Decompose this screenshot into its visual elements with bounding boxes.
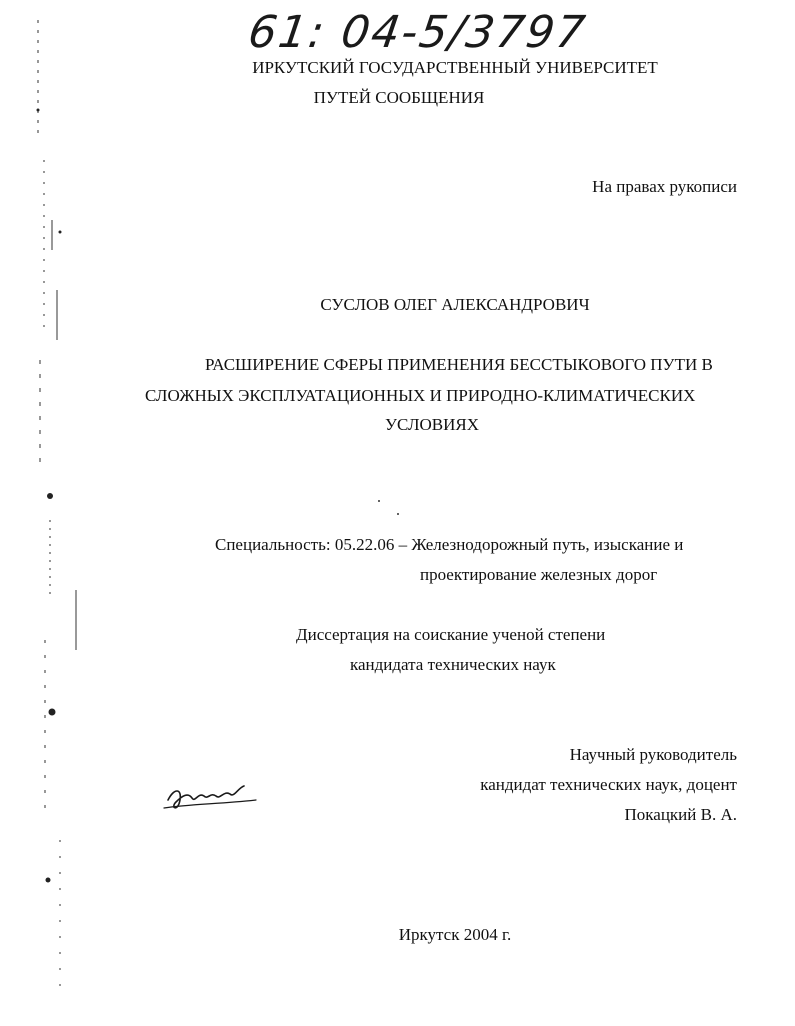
- author-signature: [160, 778, 260, 818]
- place-year: Иркутск 2004 г.: [398, 925, 512, 944]
- archive-number-handwritten: 61: 04-5/3797: [245, 7, 590, 58]
- degree-line2: кандидата технических наук: [350, 655, 556, 674]
- degree-line1: Диссертация на соискание ученой степени: [296, 625, 606, 644]
- specialty-line1: Специальность: 05.22.06 – Железнодорожный путь, изыскание и: [215, 535, 684, 554]
- title-line3: УСЛОВИЯХ: [385, 415, 479, 434]
- title-line2: СЛОЖНЫХ ЭКСПЛУАТАЦИОННЫХ И ПРИРОДНО-КЛИМАТИЧЕСКИХ: [145, 386, 696, 405]
- university-name-line1: ИРКУТСКИЙ ГОСУДАРСТВЕННЫЙ УНИВЕРСИТЕТ: [252, 58, 658, 77]
- scan-speck: [397, 513, 399, 515]
- specialty-line2: проектирование железных дорог: [420, 565, 658, 584]
- scan-edge-artifacts: [0, 0, 90, 1026]
- supervisor-title: кандидат технических наук, доцент: [480, 775, 737, 794]
- title-line1: РАСШИРЕНИЕ СФЕРЫ ПРИМЕНЕНИЯ БЕССТЫКОВОГО ПУТИ В: [205, 355, 713, 374]
- supervisor-role: Научный руководитель: [569, 745, 737, 764]
- supervisor-name: Покацкий В. А.: [624, 805, 737, 824]
- manuscript-note: На правах рукописи: [592, 177, 737, 196]
- university-name-line2: ПУТЕЙ СООБЩЕНИЯ: [313, 88, 485, 107]
- scan-speck: [378, 500, 380, 502]
- author-name: СУСЛОВ ОЛЕГ АЛЕКСАНДРОВИЧ: [320, 295, 590, 314]
